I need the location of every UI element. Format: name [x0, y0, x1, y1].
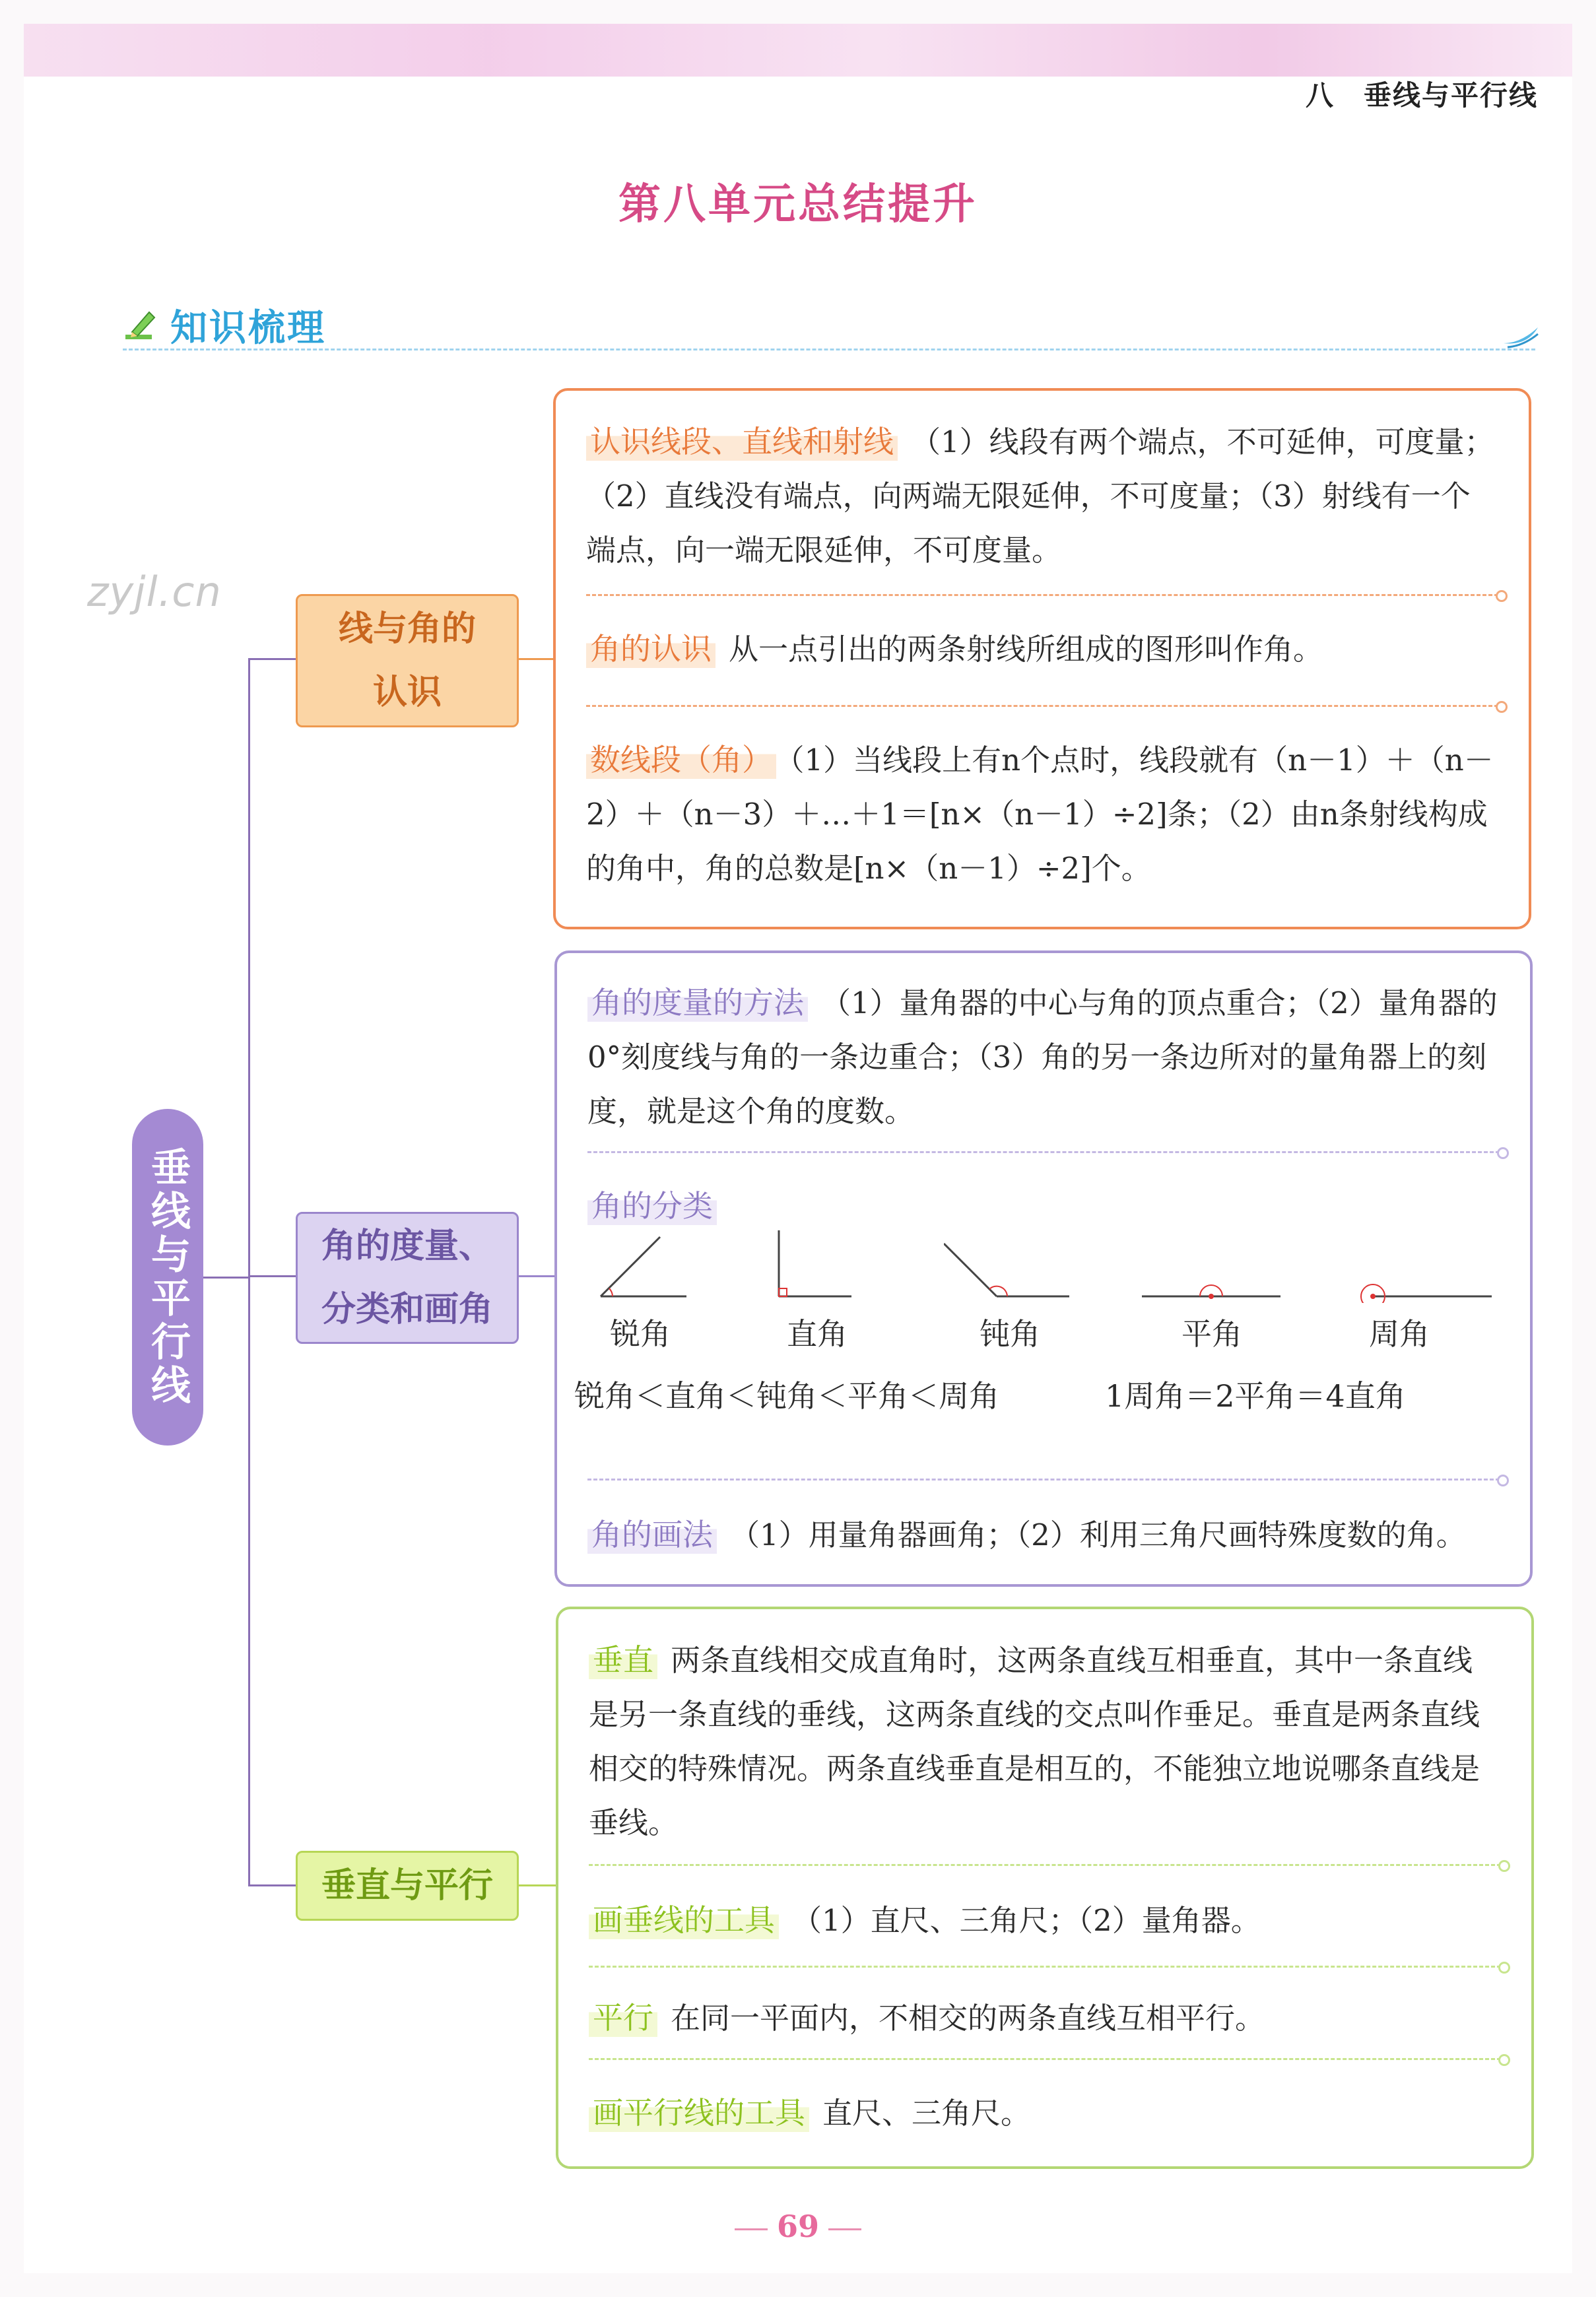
item-tag: 数线段（角） — [586, 741, 776, 779]
item-parallel — [589, 1991, 1501, 2046]
section-label: 知识梳理 — [170, 307, 326, 350]
connector — [515, 658, 553, 660]
dashed-divider — [589, 1966, 1501, 1968]
pencil-icon — [123, 306, 162, 345]
branch-label: 垂直与平行 — [321, 1866, 493, 1906]
item-tag: 角的认识 — [586, 630, 715, 668]
item-drawing-angles — [587, 1508, 1500, 1562]
angle-relation: 1周角＝2平角＝4直角 — [1105, 1378, 1406, 1414]
dashed-divider — [586, 594, 1498, 596]
page-title: 第八单元总结提升 — [618, 180, 978, 229]
item-text: （1）用量角器画角；（2）利用三角尺画特殊度数的角。 — [730, 1517, 1466, 1552]
item-parallel-tools — [589, 2086, 1501, 2141]
branch-angle-measure — [296, 1212, 519, 1344]
angle-label: 直角 — [787, 1316, 848, 1352]
item-tag: 画平行线的工具 — [589, 2094, 809, 2132]
item-angle-classification — [587, 1179, 1500, 1234]
branch-perpendicular-parallel — [296, 1851, 519, 1921]
box-lines-angles — [553, 388, 1531, 929]
section-divider — [123, 349, 1535, 350]
item-measure-method — [587, 976, 1500, 1139]
angle-label: 锐角 — [610, 1316, 671, 1352]
connector — [248, 1884, 296, 1886]
item-tag: 垂直 — [589, 1641, 657, 1679]
right-angle — [766, 1230, 871, 1352]
connector — [515, 1275, 554, 1277]
full-angle-icon — [1353, 1230, 1498, 1303]
box-angle-measure — [554, 950, 1533, 1587]
connector — [515, 1884, 556, 1886]
item-text: （1）直尺、三角尺；（2）量角器。 — [792, 1903, 1261, 1938]
full-angle — [1353, 1230, 1498, 1352]
branch-label: 分类和画角 — [321, 1290, 493, 1329]
dashed-divider — [587, 1479, 1500, 1481]
dashed-divider — [587, 1151, 1500, 1153]
branch-lines-angles — [296, 594, 519, 727]
dashed-divider — [586, 705, 1498, 707]
item-count-segments — [586, 733, 1498, 896]
connector — [203, 1277, 249, 1279]
page-number-dash — [735, 2228, 768, 2230]
item-tag: 认识线段、直线和射线 — [586, 422, 898, 461]
angle-label: 钝角 — [980, 1316, 1040, 1352]
item-text: 在同一平面内，不相交的两条直线互相平行。 — [671, 2001, 1265, 2036]
item-tag: 角的度量的方法 — [587, 983, 808, 1022]
root-label: 垂线与平行线 — [145, 1147, 191, 1408]
chapter-header: 八 垂线与平行线 — [1305, 80, 1538, 111]
item-text: （1）量角器的中心与角的顶点重合；（2）量角器的0°刻度线与角的一条边重合；（3）角的另一条边所对的量角器上的刻度，就是这个角的度数。 — [587, 985, 1498, 1129]
dashed-divider — [589, 2058, 1501, 2060]
watermark: zyjl.cn — [87, 568, 222, 616]
acute-angle-icon — [587, 1230, 693, 1303]
header-band — [24, 24, 1572, 77]
item-text: （1）线段有两个端点，不可延伸，可度量；（2）直线没有端点，向两端无限延伸，不可度量；（3）射线有一个端点，向一端无限延伸，不可度量。 — [586, 424, 1494, 568]
branch-label: 认识 — [372, 673, 442, 712]
item-tag: 平行 — [589, 1999, 657, 2037]
item-text: 直尺、三角尺。 — [822, 2096, 1031, 2131]
item-lines — [586, 415, 1498, 578]
branch-label: 线与角的 — [338, 609, 476, 649]
page-number — [0, 2209, 1596, 2244]
angle-label: 周角 — [1369, 1316, 1430, 1352]
box-perpendicular-parallel — [556, 1607, 1534, 2169]
straight-angle — [1142, 1230, 1287, 1352]
angle-comparison: 锐角＜直角＜钝角＜平角＜周角 — [574, 1378, 999, 1414]
mindmap-root — [132, 1109, 203, 1446]
item-tag: 角的画法 — [587, 1515, 717, 1554]
connector — [248, 1275, 296, 1277]
item-text: （1）当线段上有n个点时，线段就有（n－1）＋（n－2）＋（n－3）＋…＋1＝[n×（n－1）÷2]条；（2）由n条射线构成的角中，角的总数是[n×（n－1）÷2]个。 — [586, 743, 1494, 886]
section-heading — [123, 302, 326, 349]
obtuse-angle-icon — [944, 1230, 1076, 1303]
acute-angle — [587, 1230, 693, 1352]
dashed-divider — [589, 1864, 1501, 1866]
page-number-dash — [828, 2228, 861, 2230]
connector — [248, 658, 296, 660]
branch-label: 角的度量、 — [321, 1226, 493, 1266]
obtuse-angle — [944, 1230, 1076, 1352]
connector — [248, 658, 250, 1886]
angle-label: 平角 — [1181, 1316, 1242, 1352]
straight-angle-icon — [1142, 1230, 1287, 1303]
item-perpendicular — [589, 1633, 1501, 1850]
item-angle-definition — [586, 622, 1498, 677]
right-angle-icon — [766, 1230, 871, 1303]
page-number-value: 69 — [776, 2209, 819, 2244]
item-perpendicular-tools — [589, 1893, 1501, 1948]
leaf-ornament-icon — [1501, 323, 1541, 350]
item-tag: 画垂线的工具 — [589, 1901, 779, 1939]
item-tag: 角的分类 — [587, 1187, 717, 1225]
item-text: 两条直线相交成直角时，这两条直线互相垂直，其中一条直线是另一条直线的垂线，这两条直线的交点叫作垂足。垂直是两条直线相交的特殊情况。两条直线垂直是相互的，不能独立地说哪条直线是垂线。 — [589, 1643, 1480, 1840]
angle-diagrams — [587, 1230, 1512, 1352]
item-text: 从一点引出的两条射线所组成的图形叫作角。 — [729, 632, 1323, 667]
